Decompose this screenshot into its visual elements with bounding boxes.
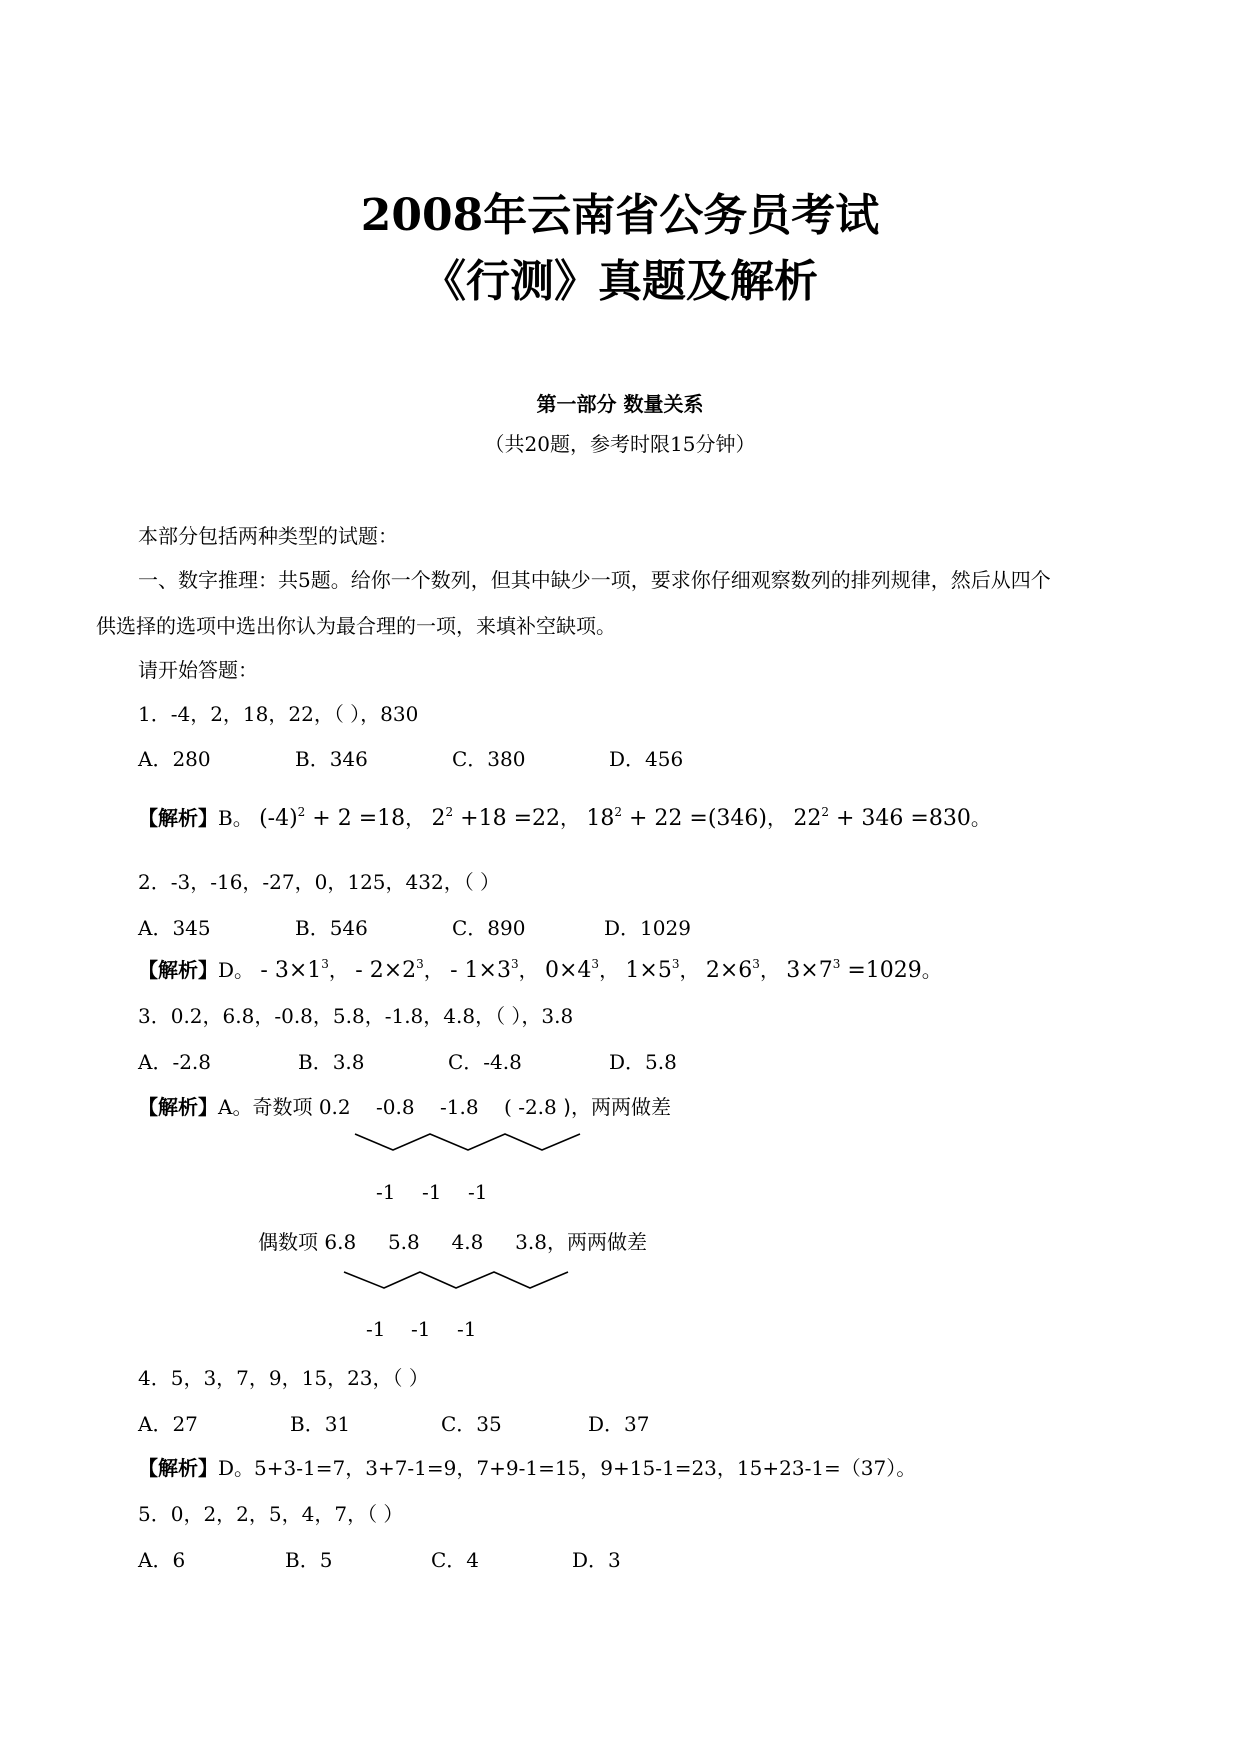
- intro-paragraph-2a: 一、数字推理：共5题。给你一个数列，但其中缺少一项，要求你仔细观察数列的排列规律，然后从四个: [138, 568, 1051, 592]
- question-4-analysis: [138, 1452, 916, 1481]
- even-terms-zigzag: [344, 1272, 568, 1288]
- question-4-option-b: B．31: [290, 1412, 351, 1436]
- question-2-stem: 2．-3，-16，-27，0，125，432，（ ）: [138, 870, 501, 894]
- math-expression: $2^2 +18 =22$: [431, 805, 560, 831]
- odd-difference-2: -1: [422, 1180, 442, 1204]
- analysis-label: 【解析】: [138, 958, 218, 982]
- question-1-stem: 1．-4，2，18，22，（ ），830: [138, 702, 419, 726]
- even-terms-values: 6.8 5.8 4.8 3.8，: [324, 1230, 567, 1254]
- odd-terms-tail: )，两两做差: [563, 1095, 671, 1119]
- analysis-label: 【解析】: [138, 806, 218, 830]
- odd-terms-answer: -2.8: [518, 1095, 557, 1119]
- odd-terms-zigzag: [355, 1134, 580, 1150]
- math-expression: $22^2 + 346 =830$: [793, 805, 971, 831]
- question-1-analysis: 【解析】B。 $(-4)^2 + 2 =18$， $2^2 +18 =22$， $18^2 + 22 =(346)$， $22^2 + 346 =830$。: [138, 805, 991, 831]
- document-title-line1: 2008年云南省公务员考试: [360, 190, 880, 241]
- question-3-option-b: B．3.8: [298, 1050, 365, 1074]
- analysis-label: 【解析】: [138, 1456, 218, 1480]
- question-5-stem: 5．0，2，2，5，4，7，（ ）: [138, 1502, 404, 1526]
- question-3-option-d: D．5.8: [609, 1050, 677, 1074]
- even-difference-3: -1: [457, 1317, 477, 1341]
- intro-paragraph-2b: 供选择的选项中选出你认为最合理的一项，来填补空缺项。: [96, 614, 616, 638]
- question-5-option-c: C．4: [431, 1548, 480, 1572]
- odd-difference-1: -1: [376, 1180, 396, 1204]
- math-expression: $18^2 + 22 =(346)$: [586, 805, 767, 831]
- even-terms-label: 偶数项: [258, 1230, 318, 1254]
- even-terms-tail: 两两做差: [566, 1230, 647, 1254]
- question-2-analysis: 【解析】D。 - $3\times 1^3$， - $2\times 2^3$， - $1\times 3^3$， $0\times 4^3$， $1\times 5^3$， $2\times 6^3$， $3\times 7^3 =1029$。: [138, 957, 942, 983]
- question-5-option-d: D．3: [572, 1548, 621, 1572]
- question-2-option-d: D．1029: [604, 916, 691, 940]
- question-2-option-b: B．546: [295, 916, 368, 940]
- section-heading: 第一部分 数量关系: [536, 392, 704, 416]
- question-3-even-terms: [258, 1226, 647, 1255]
- question-2-option-a: A．345: [138, 916, 211, 940]
- document-title-line2: 《行测》真题及解析: [422, 256, 818, 307]
- analysis-label: 【解析】: [138, 1095, 218, 1119]
- odd-difference-3: -1: [468, 1180, 488, 1204]
- odd-terms-label: 奇数项: [252, 1095, 313, 1119]
- answer-letter: D。: [218, 958, 255, 982]
- intro-paragraph-3: 请开始答题：: [138, 658, 258, 682]
- section-subheading: （共20题，参考时限15分钟）: [484, 432, 756, 456]
- question-5-option-a: A．6: [138, 1548, 186, 1572]
- question-2-option-c: C．890: [452, 916, 526, 940]
- question-3-option-c: C．-4.8: [448, 1050, 522, 1074]
- intro-paragraph-1: 本部分包括两种类型的试题：: [138, 524, 398, 548]
- even-difference-1: -1: [366, 1317, 386, 1341]
- answer-letter: A。: [218, 1095, 253, 1119]
- question-1-option-c: C．380: [452, 747, 526, 771]
- question-3-stem: 3．0.2，6.8，-0.8，5.8，-1.8，4.8，（ ），3.8: [138, 1004, 574, 1028]
- question-5-option-b: B．5: [285, 1548, 333, 1572]
- even-difference-2: -1: [411, 1317, 431, 1341]
- question-4-option-a: A．27: [138, 1412, 198, 1436]
- question-1-option-b: B．346: [295, 747, 368, 771]
- question-4-stem: 4．5，3，7，9，15，23，（ ）: [138, 1366, 429, 1390]
- odd-terms-values: 0.2 -0.8 -1.8 (: [318, 1095, 512, 1119]
- question-1-option-d: D．456: [609, 747, 684, 771]
- analysis-text: 5+3-1=7，3+7-1=9，7+9-1=15，9+15-1=23，15+23-1=（37）。: [254, 1456, 917, 1480]
- answer-letter: D。: [218, 1456, 255, 1480]
- question-4-option-d: D．37: [588, 1412, 650, 1436]
- question-4-option-c: C．35: [441, 1412, 502, 1436]
- math-expression: $(-4)^2 + 2 =18$: [259, 805, 406, 831]
- question-1-option-a: A．280: [138, 747, 211, 771]
- question-3-option-a: A．-2.8: [138, 1050, 212, 1074]
- answer-letter: B。: [218, 806, 253, 830]
